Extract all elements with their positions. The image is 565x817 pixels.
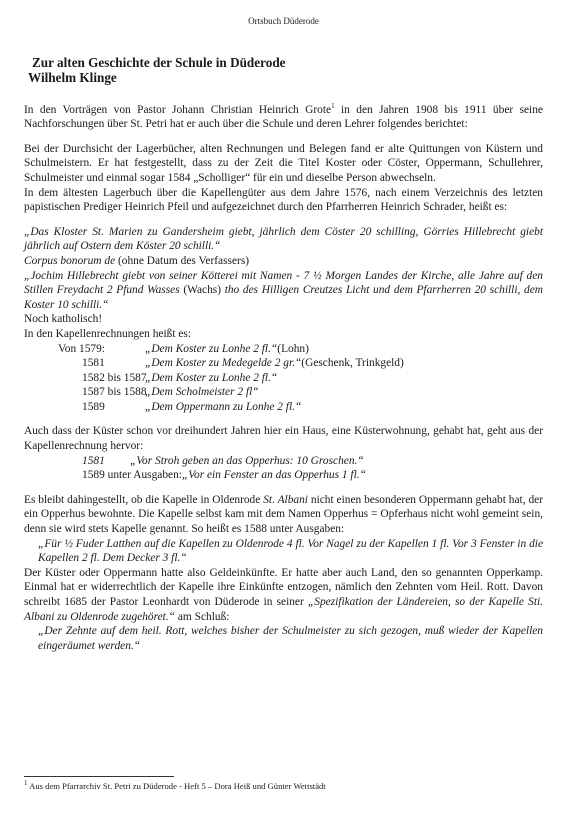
- paragraph-oldenrode: [24, 493, 543, 537]
- kapellen-note: (Geschenk, Trinkgeld): [301, 357, 404, 370]
- quote-zehnte: „Der Zehnte auf dem heil. Rott, welches bisher der Schulmeister zu sich gezogen, muß wieder der Kapellen eingeräumet werden.“: [38, 625, 543, 652]
- footnote-ref[interactable]: 1: [331, 101, 335, 110]
- note-katholisch: Noch katholisch!: [24, 313, 103, 326]
- kuester-b: am Schluß:: [175, 610, 230, 623]
- kapellen-year: 1587 bis 1588: [82, 386, 147, 399]
- footnote-number: 1: [24, 779, 28, 788]
- quote-hillebrecht-b: (Wachs): [179, 284, 225, 297]
- oldenrode-a: Es bleibt dahingestellt, ob die Kapelle in Oldenrode: [24, 493, 264, 506]
- kapellen-row: [24, 400, 543, 415]
- intro-paragraph: [24, 103, 543, 132]
- kapellen-quote: „Dem Oppermann zu Lonhe 2 fl.“: [145, 400, 302, 413]
- haus-quote: „Vor ein Fenster an das Opperhus 1 fl.“: [181, 469, 366, 482]
- corpus-line: [24, 254, 543, 269]
- kapellen-row: [24, 371, 543, 386]
- kapellen-note: (Lohn): [277, 342, 309, 355]
- running-header: Ortsbuch Düderode: [248, 16, 319, 26]
- kapellen-row: [24, 342, 543, 357]
- oldenrode-b: nicht einen besonderen Oppermann gehabt hat, der ein Opperhus bewohnte. Die Kapelle selbst kam mit dem Namen Opperhus = Opferhaus nicht wohl gemeint sein, denn sie wird stets Kapelle genannt. So heißt es 1588 unter Ausgaben:: [24, 493, 543, 536]
- paragraph-kuester: [24, 566, 543, 624]
- kuester-a: Der Küster oder Oppermann hatte also Geldeinkünfte. Er hatte aber auch Land, den so genannten Opperkamp. Einmal hat er widerrechtlich der Kapelle ihre Einkünfte entzogen, nämlich den Zehnten vom Heil. Rott. Davon schreibt 1685 der Pastor Leonhardt von Düderode in seiner: [24, 566, 543, 608]
- kapellen-year: 1589: [82, 400, 105, 413]
- kapellen-quote: „Dem Koster zu Lonhe 2 fl.“: [145, 371, 278, 384]
- footnote-text: Aus dem Pfarrarchiv St. Petri zu Düderode - Heft 5 – Dora Heiß und Günter Wettstädt: [27, 781, 326, 791]
- quote-hillebrecht: [24, 269, 543, 313]
- kapellen-year: 1582 bis 1587: [82, 371, 147, 384]
- kapellen-list: [24, 342, 543, 415]
- haus-quote: „Vor Stroh geben an das Opperhus: 10 Groschen.“: [130, 454, 364, 467]
- haus-row: [24, 454, 543, 469]
- paragraph-lagerbuecher: Bei der Durchsicht der Lagerbücher, alten Rechnungen und Belegen fand er alte Quittungen von Küstern und Schulmeistern. Er hat festgestellt, dass zu der Zeit die Titel Koster oder Cöster, Oppermann, Schullehrer, Schulmeister und einmal sogar 1584 „Scholliger“ für ein und dieselbe Person abwechseln.: [24, 142, 543, 184]
- paragraph-kapellengueter: In dem ältesten Lagerbuch über die Kapellengüter aus dem Jahre 1576, nach einem Verzeichnis des letzten papistischen Prediger Heinrich Pfeil und aufgezeichnet durch den Pfarrherren Heinrich Schrader, heißt es:: [24, 186, 543, 214]
- quote-latthen: „Für ½ Fuder Latthen auf die Kapellen zu Oldenrode 4 fl. Vor Nagel zu der Kapellen 1 fl. Vor 3 Fenster in die Kapellen 2 fl. Dem Decker 3 fl.“: [38, 537, 543, 565]
- kapellen-quote: „Dem Koster zu Medegelde 2 gr.“: [145, 357, 302, 370]
- kapellen-row: [24, 385, 543, 400]
- quote-hillebrecht-c: tho des Hilligen Creutzes Licht und dem Pfarrherren 20 schilli, dem Koster 10 schilli.“: [24, 284, 544, 311]
- kapellen-year: Von 1579:: [58, 342, 105, 355]
- haus-row: [24, 468, 543, 483]
- corpus-title: Corpus bonorum de: [24, 254, 116, 267]
- kapellen-quote: „Dem Koster zu Lonhe 2 fl.“: [145, 342, 278, 355]
- kapellen-row: [24, 356, 543, 371]
- kapellen-quote: „Dem Scholmeister 2 fl“: [145, 386, 259, 399]
- kapellen-year: 1581: [82, 357, 105, 370]
- paragraph-kuesterhaus: Auch dass der Küster schon vor dreihundert Jahren hier ein Haus, eine Küsterwohnung, gehabt hat, geht aus der Kapellenrechnung hervor:: [24, 425, 543, 453]
- quote-kloster: „Das Kloster St. Marien zu Gandersheim giebt, jährlich dem Cöster 20 schilling, Görries Hillebrecht giebt jährlich auf Ostern dem Köster 20 schilli.“: [24, 225, 543, 253]
- intro-text-start: In den Vorträgen von Pastor Johann Christian Heinrich Grote: [24, 103, 332, 116]
- haus-year: 1581: [82, 454, 105, 467]
- footnote: [24, 781, 326, 792]
- oldenrode-saint: St. Albani: [263, 493, 308, 506]
- article-author: Wilhelm Klinge: [28, 69, 117, 85]
- kapellen-intro: In den Kapellenrechnungen heißt es:: [24, 327, 191, 340]
- quote-hillebrecht-a: „Jochim Hillebrecht giebt von seiner Kötterei mit Namen - 7 ½ Morgen Landes der Kirche, alle Jahre auf den Stillen Freydacht 2 Pfund Wasses: [24, 269, 543, 297]
- article-title: Zur alten Geschichte der Schule in Düderode: [32, 54, 286, 70]
- kuester-spezifikation: „Spezifikation der Ländereien, so der Kapelle Sti. Albani zu Oldenrode zugehöret.“: [24, 596, 543, 623]
- corpus-note: (ohne Datum des Verfassers): [115, 254, 250, 267]
- haus-year: 1589 unter Ausgaben:: [82, 469, 182, 482]
- footnote-divider: [24, 776, 174, 777]
- intro-text-end: in den Jahren 1908 bis 1911 über seine Nachforschungen über St. Petri hat er auch über die Schule und deren Lehrer folgendes berichtet:: [24, 103, 543, 131]
